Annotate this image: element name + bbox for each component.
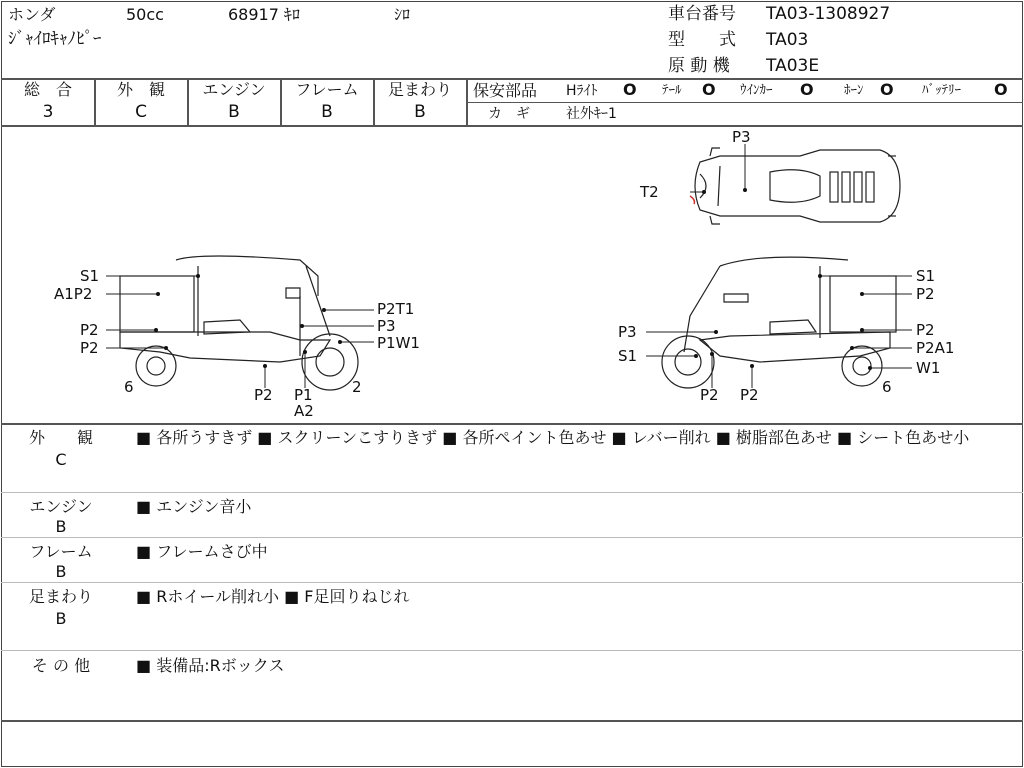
remarks-divider xyxy=(1,720,1023,722)
key-value: 社外ｷｰ1 xyxy=(566,106,617,122)
frame-grade-value: B xyxy=(321,102,333,122)
label-right-p2d: P2 xyxy=(740,386,759,404)
remark-suspension-label: 足まわり xyxy=(28,587,93,606)
remark-exterior-text: ■ 各所うすきず ■ スクリーンこすりきず ■ 各所ペイント色あせ ■ レバー削れ ■ 樹脂部色あせ ■ シート色あせ小 xyxy=(136,428,970,447)
remark-engine-text: ■ エンジン音小 xyxy=(136,497,252,516)
type-label: 型 式 xyxy=(668,30,736,50)
top-view-scooter xyxy=(695,148,900,224)
type-value: TA03 xyxy=(766,30,809,50)
label-right-w1: W1 xyxy=(916,359,941,377)
chassis-value: TA03-1308927 xyxy=(766,4,891,24)
label-right-p3: P3 xyxy=(618,323,637,341)
model-name: ｼﾞｬｲﾛｷｬﾉﾋﾟｰ xyxy=(8,29,102,49)
engine-model-value: TA03E xyxy=(766,56,820,76)
label-left-a2: A2 xyxy=(294,402,314,420)
remark-engine-grade: B xyxy=(55,517,67,536)
remarks-divider xyxy=(1,650,1023,651)
safety-winker-mark: O xyxy=(800,80,814,99)
remark-exterior-label: 外 観 xyxy=(28,428,93,447)
safety-horn-mark: O xyxy=(880,80,894,99)
remarks-divider xyxy=(1,492,1023,493)
label-left-6: 6 xyxy=(124,378,134,396)
safety-hline xyxy=(467,102,1023,103)
exterior-label: 外 観 xyxy=(116,80,165,99)
label-top-p3: P3 xyxy=(732,128,751,146)
label-right-s1: S1 xyxy=(916,267,936,285)
remark-frame-text: ■ フレームさび中 xyxy=(136,542,268,561)
damage-diagram xyxy=(0,126,1024,424)
label-left-p3: P3 xyxy=(377,317,396,335)
label-left-p2b: P2 xyxy=(80,339,99,357)
label-left-p2a: P2 xyxy=(80,321,99,339)
remark-engine-label: エンジン xyxy=(29,497,93,516)
label-left-p2c: P2 xyxy=(254,386,273,404)
label-left-2: 2 xyxy=(352,378,362,396)
safety-tail: ﾃｰﾙ xyxy=(662,83,682,98)
suspension-grade-label: 足まわり xyxy=(387,80,452,99)
safety-headlight: Hﾗｲﾄ xyxy=(566,83,598,99)
label-left-a1p2: A1P2 xyxy=(54,285,93,303)
color: ｼﾛ xyxy=(394,5,411,24)
safety-battery-mark: O xyxy=(994,80,1008,99)
safety-horn: ﾎｰﾝ xyxy=(844,83,864,98)
label-left-p1w1: P1W1 xyxy=(377,334,420,352)
mileage: 68917 ｷﾛ xyxy=(228,5,300,24)
overall-value: 3 xyxy=(42,102,54,122)
label-top-t2: T2 xyxy=(640,183,659,201)
label-right-p2a: P2 xyxy=(916,285,935,303)
safety-battery: ﾊﾞｯﾃﾘｰ xyxy=(922,83,961,98)
remark-exterior-grade: C xyxy=(55,450,67,469)
remarks-divider xyxy=(1,582,1023,583)
safety-winker: ｳｲﾝｶｰ xyxy=(740,83,773,98)
remark-suspension-text: ■ Rホイール削れ小 ■ F足回りねじれ xyxy=(136,587,410,606)
remark-other-text: ■ 装備品:Rボックス xyxy=(136,656,285,675)
safety-headlight-mark: O xyxy=(623,80,637,99)
label-right-s1b: S1 xyxy=(618,347,638,365)
maker: ホンダ xyxy=(8,5,56,24)
label-left-p1: P1 xyxy=(294,386,313,404)
label-left-s1: S1 xyxy=(80,267,100,285)
label-right-6: 6 xyxy=(882,378,892,396)
remark-frame-grade: B xyxy=(55,562,67,581)
exterior-value: C xyxy=(135,102,147,122)
engine-grade-label: エンジン xyxy=(202,80,266,99)
frame-grade-label: フレーム xyxy=(295,80,359,99)
label-left-p2t1: P2T1 xyxy=(377,300,415,318)
engine-grade-value: B xyxy=(228,102,240,122)
remark-frame-label: フレーム xyxy=(29,542,93,561)
overall-label: 総 合 xyxy=(23,80,72,99)
safety-tail-mark: O xyxy=(702,80,716,99)
displacement: 50cc xyxy=(126,5,164,24)
safety-label: 保安部品 xyxy=(473,81,538,100)
engine-model-label: 原 動 機 xyxy=(668,56,730,76)
suspension-grade-value: B xyxy=(414,102,426,122)
label-right-p2c: P2 xyxy=(700,386,719,404)
label-right-p2a1: P2A1 xyxy=(916,339,955,357)
chassis-label: 車台番号 xyxy=(668,4,736,24)
label-right-p2b: P2 xyxy=(916,321,935,339)
remarks-divider xyxy=(1,537,1023,538)
remark-suspension-grade: B xyxy=(55,609,67,628)
key-label: カ ギ xyxy=(488,106,530,122)
remark-other-label: そ の 他 xyxy=(31,656,91,675)
right-side-scooter xyxy=(662,257,896,388)
